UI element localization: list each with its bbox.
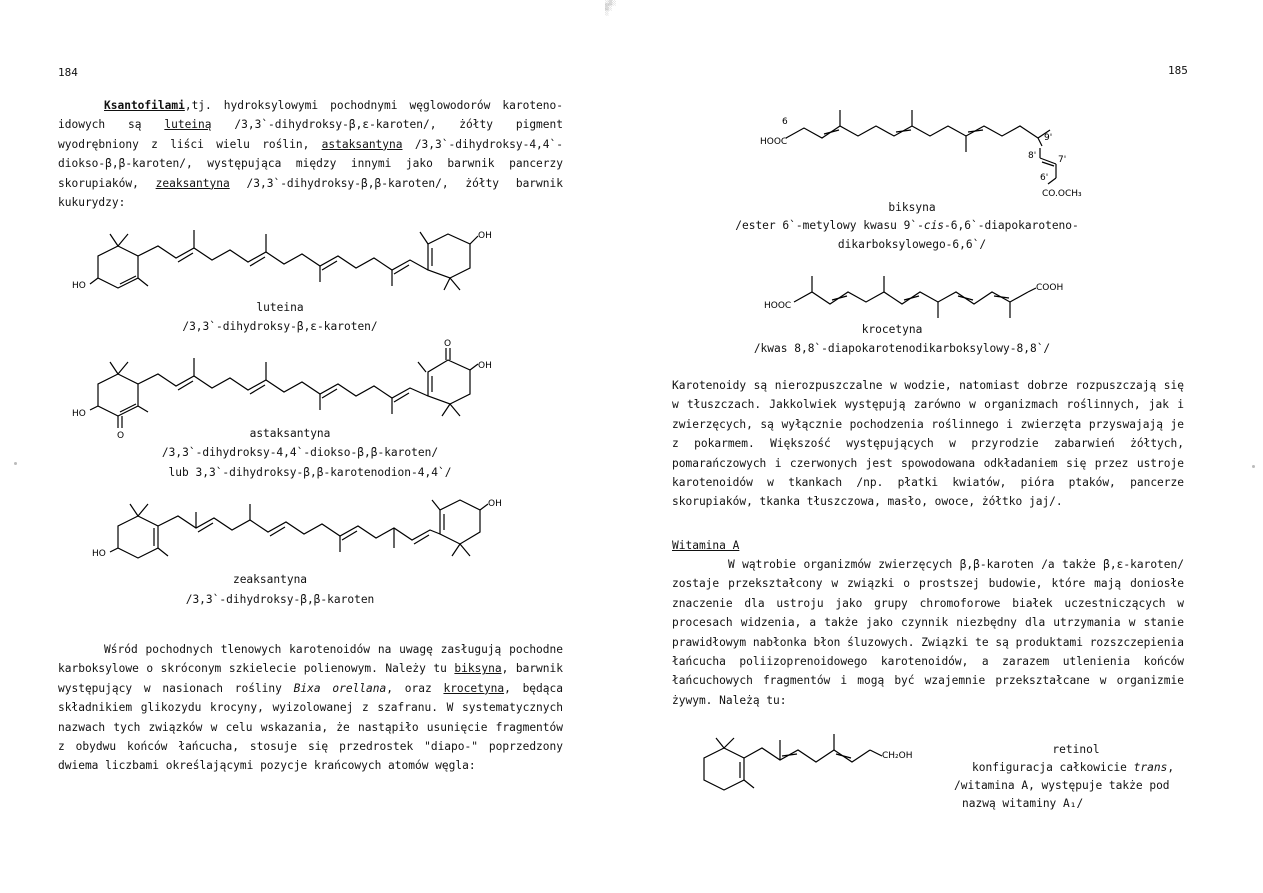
astaksantyna-desc2: lub 3,3`-dihydroksy-β,β-karotenodion-4,4`/	[168, 466, 452, 479]
retinol-desc2: /witamina A, występuje także pod	[954, 779, 1170, 792]
term-biksyna: biksyna	[454, 662, 502, 676]
luteina-desc: /3,3`-dihydroksy-β,ε-karoten/	[182, 320, 378, 333]
luteina-ho-label: HO	[72, 281, 86, 291]
term-astaksantyna: astaksantyna	[321, 137, 403, 151]
biksyna-c6p: 6'	[1040, 173, 1049, 183]
luteina-oh-label: OH	[478, 231, 492, 241]
astaksantyna-structure	[72, 338, 500, 441]
biksyna-name: biksyna	[888, 201, 936, 214]
term-ksantofile: Ksantofilami	[104, 99, 185, 112]
krocetyna-structure	[764, 268, 1084, 324]
biksyna-c6: 6	[782, 117, 788, 127]
zeaksantyna-name: zeaksantyna	[232, 573, 308, 586]
term-zeaksantyna: zeaksantyna	[155, 176, 230, 190]
zeaksantyna-ho-label: HO	[92, 549, 106, 559]
astaksantyna-oh-label: OH	[478, 361, 492, 371]
vitamin-a-paragraph: W wątrobie organizmów zwierzęcych β,β-karoten /a także β,ε-karoten/ zostaje przekształcony w związki o prostszej budowie, które mają doniosłe znaczenie dla ustroju jako grupy chromoforowe białek uczestniczących w procesach widzenia, a także jako czynnik niezbędny dla utrzymania w stanie prawidłowym nabłonka błon śluzowych. Związki te są produktami rozszczepienia łańcucha poliizoprenoidowego karotenoidów, a zarazem utlenienia końców łańcuchowych fragmentów i mogą być wzajemnie przekształcane w organizmie żywym. Należą tu:	[672, 558, 1184, 707]
biksyna-c7p: 7'	[1058, 155, 1067, 165]
biksyna-desc1: /ester 6`-metylowy kwasu 9`-cis-6,6`-diapokaroteno-	[735, 219, 1079, 232]
retinol-name: retinol	[1052, 743, 1100, 756]
astaksantyna-o-top: O	[444, 339, 452, 349]
biksyna-desc2: dikarboksylowego-6,6`/	[837, 238, 987, 251]
term-luteina: luteiną	[164, 118, 212, 132]
term-bixa-orellana: Bixa orellana	[293, 681, 387, 695]
luteina-structure	[72, 220, 500, 300]
krocetyna-desc: /kwas 8,8`-diapokarotenodikarboksylowy-8,8`/	[753, 342, 1051, 355]
page-number: 185	[1168, 64, 1188, 77]
zeaksantyna-structure	[92, 492, 502, 572]
biksyna-cooch3: CO.OCH₃	[1042, 189, 1082, 199]
retinol-desc3: nazwą witaminy A₁/	[962, 797, 1084, 810]
solubility-paragraph: Karotenoidy są nierozpuszczalne w wodzie, natomiast dobrze rozpuszczają się w tłuszczach. Jakkolwiek występują zarówno w organizmach roślinnych, jak i zwierzęcych, są wyłącznie pochodzenia roślinnego i zwierzęta przyswajają je z pokarmem. Większość występujących w przyrodzie zabarwień żółtych, pomarańczowych i czerwonych jest spowodowana odkładaniem się przez ustroje karotenoidów w tkankach /np. płatki kwiatów, pióra ptaków, pancerze skorupiaków, tkanka tłuszczowa, masło, owoce, żółtko jaj/.	[672, 379, 1184, 509]
derivatives-paragraph: Wśród pochodnych tlenowych karotenoidów na uwagę zasługują pochodne karboksylowe o skróconym szkielecie polienowym. Należy tu biksyna, barwnik występujący w nasionach rośliny Bixa orellana, oraz krocetyna, będąca składnikiem glikozydu krocyny, wyizolowanej z szafranu. W systematycznych nazwach tych związków w celu wskazania, że nastąpiło usunięcie fragmentów z obydwu końców łańcucha, stosuje się przedrostek "diapo-" poprzedzony dwiema liczbami określającymi pozycje krańcowych atomów węgla:	[58, 643, 564, 773]
retinol-desc1: konfiguracja całkowicie trans,	[972, 761, 1175, 774]
astaksantyna-o-bottom: O	[117, 431, 125, 441]
left-page	[0, 0, 631, 893]
page-number: 184	[58, 66, 78, 79]
fold-scan-noise: ░▒░ ▒░ ░	[605, 0, 616, 16]
right-page	[632, 0, 1263, 893]
astaksantyna-desc1: /3,3`-dihydroksy-4,4`-diokso-β,β-karoten/	[161, 446, 439, 459]
krocetyna-hooc: HOOC	[764, 301, 792, 311]
zeaksantyna-oh-label: OH	[488, 499, 502, 509]
luteina-name: luteina	[256, 301, 304, 314]
biksyna-c9p: 9'	[1044, 133, 1053, 143]
zeaksantyna-desc: /3,3`-dihydroksy-β,β-karoten	[185, 593, 375, 606]
krocetyna-cooh: COOH	[1036, 283, 1064, 293]
biksyna-hooc: HOOC	[760, 137, 788, 147]
krocetyna-name: krocetyna	[861, 323, 923, 336]
astaksantyna-ho-label: HO	[72, 409, 86, 419]
section-title-witamina-a: Witamina A	[672, 539, 740, 552]
biksyna-c8p: 8'	[1028, 151, 1037, 161]
retinol-ch2oh: CH₂OH	[882, 751, 913, 761]
retinol-structure	[702, 734, 942, 796]
biksyna-structure	[760, 100, 1090, 200]
astaksantyna-name: astaksantyna	[249, 427, 331, 440]
term-krocetyna: krocetyna	[443, 681, 505, 695]
intro-paragraph: Ksantofilami,tj. hydroksylowymi pochodnymi węglowodorów karoteno-idowych są luteiną /3,3`-dihydroksy-β,ε-karoten/, żółty pigment wyodrębniony z liści wielu roślin, astaksantyna /3,3`-dihydroksy-4,4`-diokso-β,β-karoten/, występująca między innymi jako barwnik pancerzy skorupiaków, zeaksantyna /3,3`-dihydroksy-β,β-karoten/, żółty barwnik kukurydzy:	[58, 99, 563, 210]
